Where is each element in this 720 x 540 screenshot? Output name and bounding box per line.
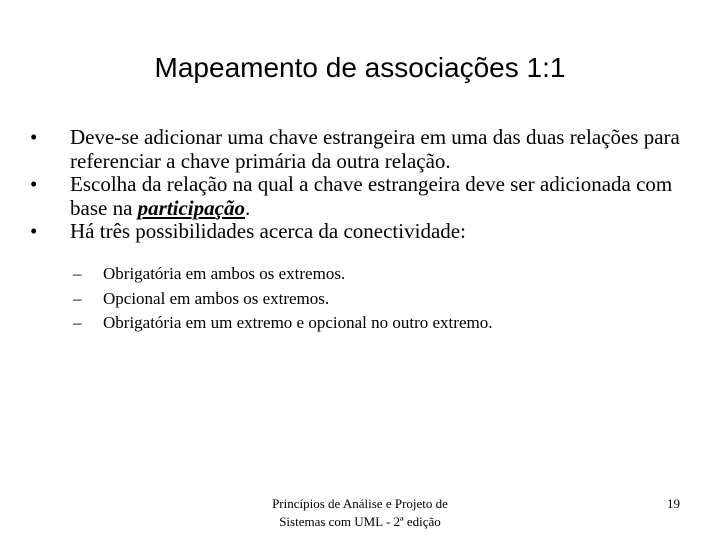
bullet-marker: • [30, 219, 38, 243]
sub-bullet-text: Opcional em ambos os extremos. [103, 288, 330, 308]
bullet-text: Deve-se adicionar uma chave estrangeira em uma das duas relações para referenciar a chave primária da outra relação. [70, 125, 680, 173]
sub-bullet-item [73, 311, 693, 336]
bullet-text: Escolha da relação na qual a chave estrangeira deve ser adicionada com base na [70, 172, 673, 220]
footer-source [225, 495, 495, 531]
sub-bullet-text: Obrigatória em ambos os extremos. [103, 264, 346, 283]
footer-source-line1: Princípios de Análise e Projeto de [272, 496, 448, 511]
bullet-item [30, 173, 690, 220]
sub-bullet-item [73, 287, 693, 312]
dash-marker: – [73, 264, 82, 283]
bullet-text: Há três possibilidades acerca da conectividade: [70, 219, 466, 243]
dash-marker: – [73, 288, 82, 308]
page-number: 19 [667, 496, 680, 511]
sub-bullet-list [73, 262, 693, 336]
bullet-text-end: . [244, 195, 251, 220]
footer-source-line2: Sistemas com UML - 2ª edição [279, 514, 441, 529]
bullet-marker: • [30, 125, 38, 149]
bullet-marker: • [30, 172, 38, 196]
dash-marker: – [73, 313, 82, 332]
sub-bullet-item [73, 262, 693, 287]
bullet-item [30, 220, 690, 244]
sub-bullet-text: Obrigatória em um extremo e opcional no outro extremo. [103, 313, 493, 332]
bullet-list [30, 126, 690, 244]
slide-title: Mapeamento de associações 1:1 [154, 52, 566, 83]
bullet-item [30, 126, 690, 173]
emphasis-participacao: participação [137, 195, 245, 220]
